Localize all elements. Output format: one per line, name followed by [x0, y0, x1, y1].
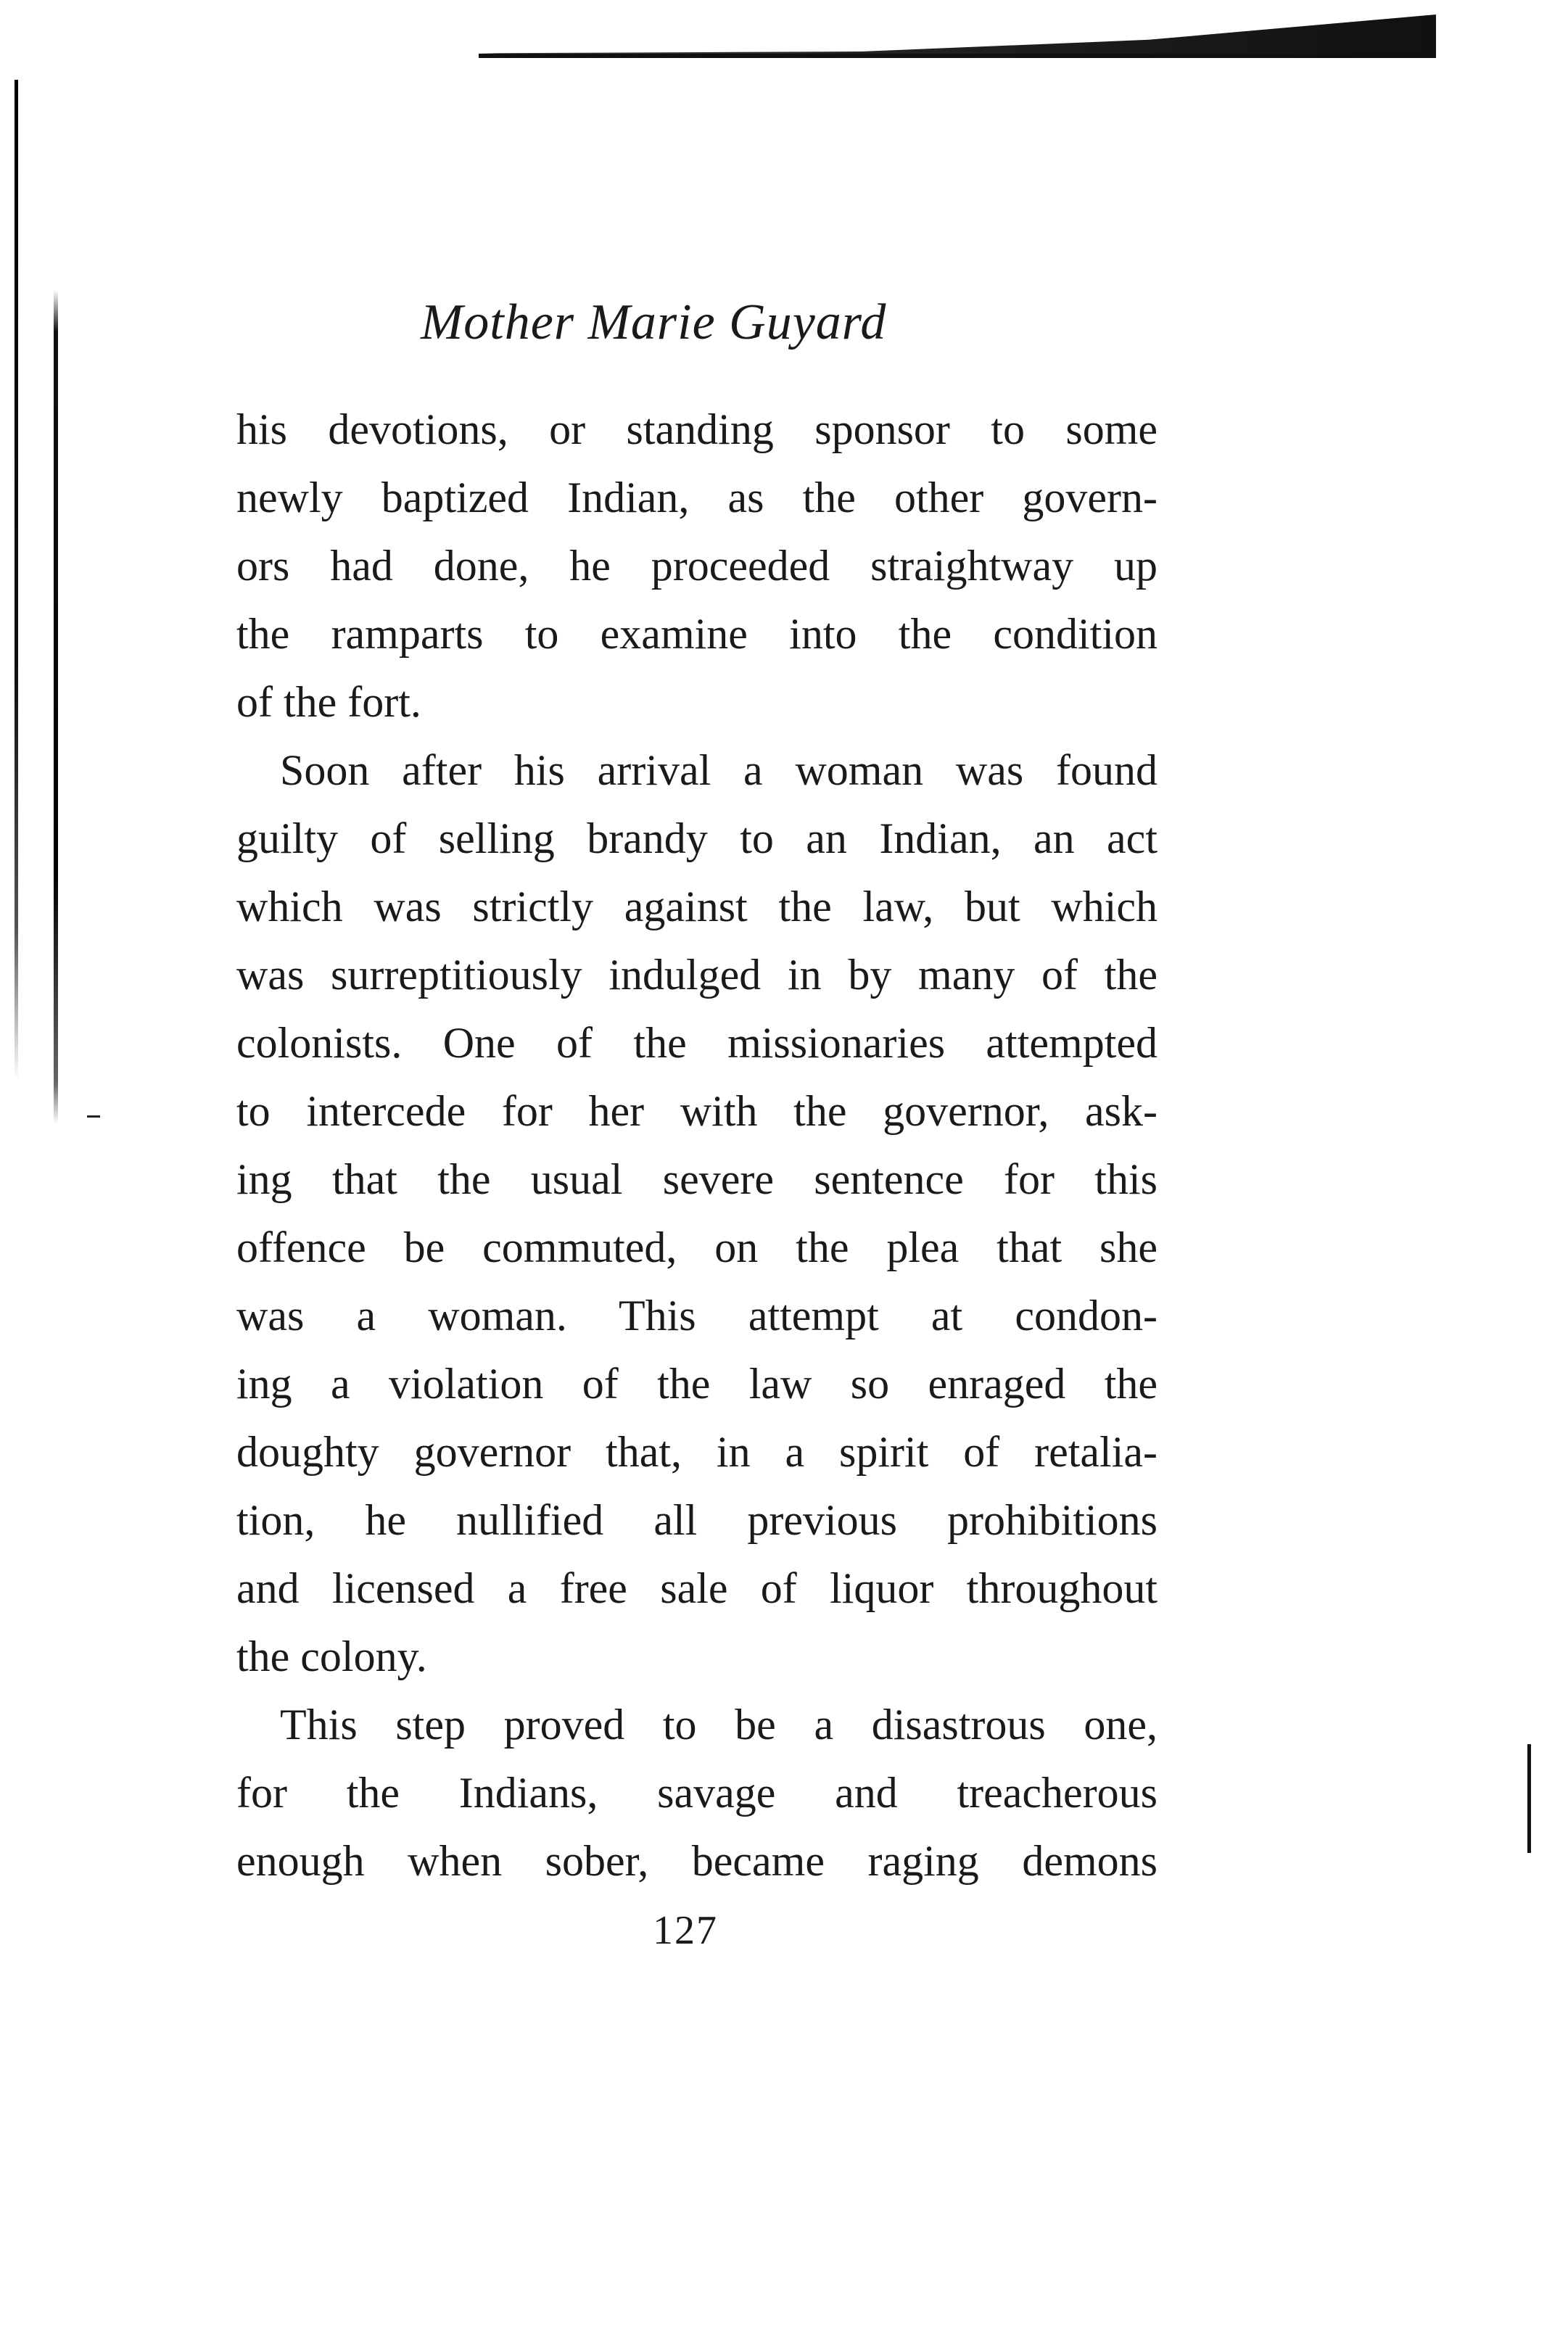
text-line: guilty of selling brandy to an Indian, an act: [236, 814, 1158, 862]
paragraph: [236, 395, 1158, 736]
text-line: ing that the usual severe sentence for this: [236, 1155, 1158, 1203]
paragraph: [236, 736, 1158, 1690]
text-line: doughty governor that, in a spirit of retalia-: [236, 1428, 1158, 1476]
scan-margin-mark: [1527, 1744, 1531, 1853]
scan-gutter-shadow: [15, 80, 18, 1081]
text-line: and licensed a free sale of liquor throughout: [236, 1564, 1158, 1612]
text-line: colonists. One of the missionaries attempted: [236, 1019, 1158, 1067]
paragraph: [236, 1690, 1158, 1895]
scan-gutter-shadow-inner: [54, 290, 58, 1124]
text-line: ing a violation of the law so enraged the: [236, 1360, 1158, 1408]
text-line: his devotions, or standing sponsor to some: [236, 405, 1158, 453]
text-line: to intercede for her with the governor, ask-: [236, 1087, 1158, 1135]
text-line: the colony.: [236, 1632, 427, 1680]
text-line: the ramparts to examine into the condition: [236, 610, 1158, 658]
text-line: newly baptized Indian, as the other govern-: [236, 474, 1158, 521]
text-line: tion, he nullified all previous prohibitions: [236, 1496, 1158, 1544]
page-number: 127: [653, 1908, 718, 1953]
text-line: enough when sober, became raging demons: [236, 1837, 1158, 1885]
text-line: which was strictly against the law, but which: [236, 883, 1158, 930]
text-line: offence be commuted, on the plea that she: [236, 1223, 1158, 1271]
body-text: [236, 395, 1158, 1895]
scan-edge-bar: [479, 15, 1436, 57]
text-line: for the Indians, savage and treacherous: [236, 1769, 1158, 1817]
scan-speck: [87, 1115, 100, 1118]
text-line: of the fort.: [236, 678, 421, 726]
text-line: was a woman. This attempt at condon-: [236, 1292, 1158, 1339]
text-line: was surreptitiously indulged in by many of the: [236, 951, 1158, 999]
text-line: ors had done, he proceeded straightway up: [236, 542, 1158, 590]
text-line: This step proved to be a disastrous one,: [280, 1701, 1158, 1749]
text-line: Soon after his arrival a woman was found: [280, 746, 1158, 794]
scan-edge-line: [479, 54, 1436, 58]
running-head: Mother Marie Guyard: [421, 294, 887, 350]
